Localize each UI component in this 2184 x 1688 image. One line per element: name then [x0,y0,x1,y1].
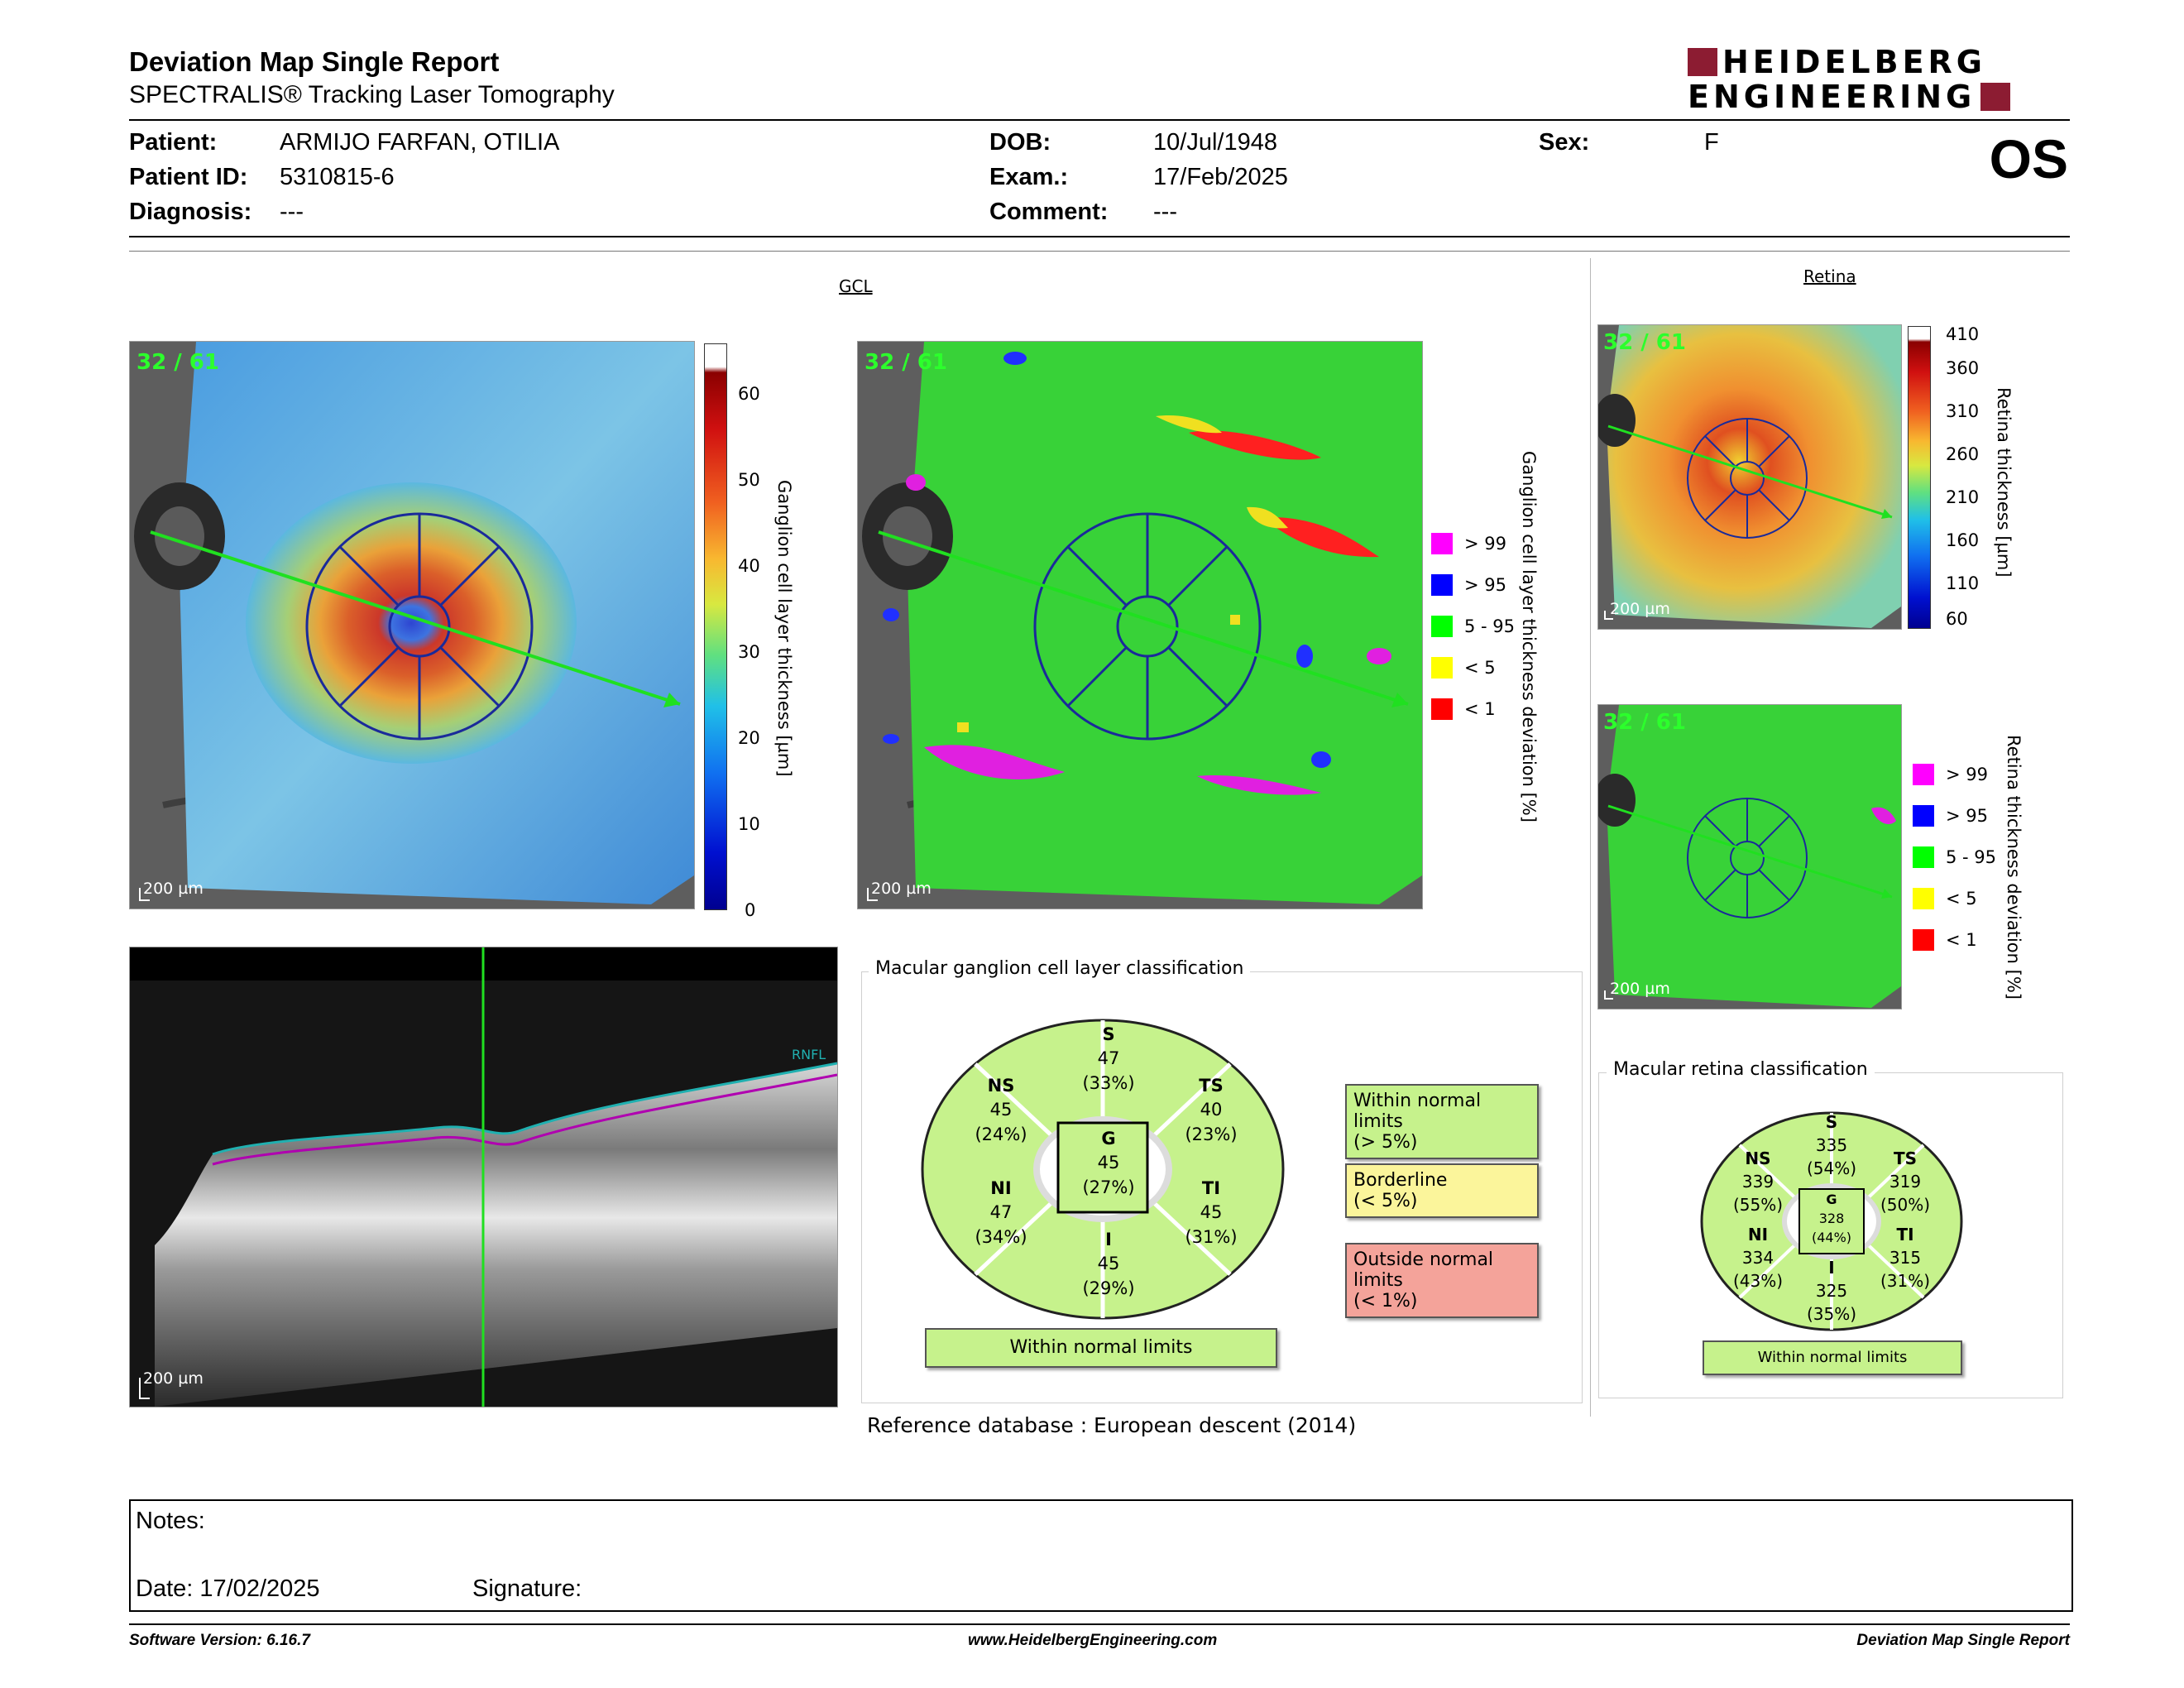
sector-value: 339 [1741,1172,1774,1192]
logo-square-icon [1688,48,1717,76]
key-threshold: (> 5%) [1353,1132,1418,1153]
bscan-scale-label: 200 µm [143,1369,204,1388]
retina-deviation-map-image [1598,705,1901,1009]
gcl-tick: 30 [738,642,760,662]
gcl-sector-I [1075,1228,1142,1301]
sector-name: TI [1201,1178,1221,1198]
gcl-thickness-ticks [738,384,771,920]
legend-row [1431,523,1515,564]
sector-pct: (44%) [1811,1230,1852,1246]
retina-tick: 160 [1946,530,1980,550]
retina-deviation-axis-label: Retina thickness deviation [%] [2004,735,2024,1000]
signature-label: Signature: [472,1575,582,1602]
patient-rule [129,236,2070,237]
sector-name: I [1105,1230,1112,1249]
retina-tick: 360 [1946,358,1980,378]
gcl-deviation-scale-label: 200 µm [871,880,932,898]
gcl-tick: 60 [738,384,760,404]
retina-image-counter: 32 / 61 [1603,330,1686,355]
oct-bscan [130,947,837,1407]
legend-swatch [1431,657,1453,679]
exam-value: 17/Feb/2025 [1153,164,1288,190]
sector-pct: (24%) [975,1124,1027,1144]
sector-value: 45 [989,1100,1013,1120]
legend-row [1913,795,1996,837]
sector-pct: (35%) [1807,1304,1857,1324]
gcl-deviation-legend [1431,523,1515,730]
gcl-color-bar [704,343,727,910]
sector-value: 319 [1889,1172,1922,1192]
oct-bscan-image [130,947,837,1407]
patient-id: 5310815-6 [280,164,395,190]
retina-result-box: Within normal limits [1703,1340,1962,1375]
sector-value: 45 [1097,1153,1120,1173]
sector-pct: (31%) [1185,1226,1238,1247]
retina-tick: 60 [1946,609,1968,629]
sector-value: 40 [1200,1100,1223,1120]
sector-pct: (29%) [1082,1278,1135,1298]
retina-thickness-axis-label: Retina thickness [µm] [1994,387,2014,578]
footer-rule [129,1623,2070,1625]
gcl-scale-label: 200 µm [143,880,204,898]
retina-scale-label: 200 µm [1610,600,1670,618]
sector-pct: (33%) [1082,1072,1135,1093]
legend-label: > 95 [1946,806,1988,826]
gcl-thickness-axis-label: Ganglion cell layer thickness [µm] [774,480,794,777]
sex-value: F [1704,129,1719,156]
gcl-deviation-image-counter: 32 / 61 [864,350,947,375]
legend-swatch [1431,533,1453,554]
gcl-sector-TS [1178,1074,1244,1147]
sector-name: TS [1199,1076,1224,1096]
eye-indicator: OS [1989,128,2068,189]
notes-label: Notes: [136,1508,205,1534]
retina-sector-TI [1876,1223,1934,1292]
thin-rule [129,251,2070,252]
sector-value: 325 [1815,1281,1848,1301]
gcl-deviation-map-image [858,342,1422,909]
legend-label: < 1 [1464,699,1496,719]
logo-line-2: ENGINEERING [1688,79,1976,115]
gcl-sector-G [1075,1127,1142,1200]
comment-value: --- [1153,199,1177,225]
retina-thickness-ticks [1946,324,1987,631]
retina-classification-title: Macular retina classification [1607,1059,1875,1080]
patient-name: ARMIJO FARFAN, OTILIA [280,129,560,156]
patient-label: Patient: [129,129,218,156]
retina-sector-NI [1729,1223,1787,1292]
gcl-deviation-map [858,342,1422,909]
retina-deviation-legend [1913,754,1996,961]
rnfl-layer-tag: RNFL [792,1047,826,1062]
legend-row [1913,878,1996,919]
gcl-thickness-map [130,342,694,909]
sector-value: 315 [1889,1248,1922,1268]
sector-name: G [1826,1192,1837,1207]
sector-name: NS [987,1076,1015,1096]
legend-swatch [1913,929,1934,951]
diagnosis-value: --- [280,199,304,225]
legend-label: > 99 [1464,534,1506,554]
logo-square-icon [1980,83,2010,111]
logo-line-1: HEIDELBERG [1722,44,1986,80]
dob-value: 10/Jul/1948 [1153,129,1277,156]
legend-label: > 95 [1464,575,1506,595]
legend-row [1431,606,1515,647]
retina-tick: 410 [1946,324,1980,344]
date-label: Date: 17/02/2025 [136,1575,320,1602]
legend-row [1431,647,1515,688]
gcl-tick: 20 [738,728,760,748]
retina-sector-I [1807,1256,1856,1326]
sector-value: 335 [1815,1135,1848,1155]
sector-name: S [1825,1112,1838,1132]
legend-row [1431,564,1515,606]
key-label: Within normal limits [1353,1091,1482,1132]
legend-swatch [1431,698,1453,720]
legend-label: < 1 [1946,930,1977,950]
sector-name: NI [1747,1225,1769,1244]
key-normal [1345,1084,1539,1159]
retina-deviation-image-counter: 32 / 61 [1603,710,1686,735]
legend-swatch [1913,846,1934,868]
sector-value: 47 [1097,1048,1120,1069]
legend-row [1431,688,1515,730]
report-title: Deviation Map Single Report [129,46,500,77]
sector-name: I [1828,1258,1835,1278]
sector-name: NS [1745,1149,1771,1168]
patient-id-label: Patient ID: [129,164,248,190]
legend-label: 5 - 95 [1946,847,1997,867]
sector-pct: (23%) [1185,1124,1238,1144]
retina-sector-S [1807,1110,1856,1180]
sector-name: S [1102,1024,1115,1044]
footer-report-name: Deviation Map Single Report [1856,1632,2070,1649]
key-label: Borderline [1353,1170,1448,1191]
legend-label: > 99 [1946,765,1988,784]
gcl-tick: 50 [738,470,760,490]
retina-tick: 310 [1946,401,1980,421]
legend-swatch [1431,574,1453,596]
sector-pct: (31%) [1880,1271,1931,1291]
retina-sector-TS [1876,1147,1934,1216]
sector-pct: (50%) [1880,1195,1931,1215]
software-version: Software Version: 6.16.7 [129,1632,310,1649]
retina-sector-G [1807,1190,1856,1248]
legend-swatch [1913,888,1934,909]
gcl-tick: 10 [738,814,760,834]
gcl-thickness-map-image [130,342,694,909]
sector-pct: (34%) [975,1226,1027,1247]
legend-label: 5 - 95 [1464,616,1516,636]
sex-label: Sex: [1539,129,1590,156]
key-threshold: (< 5%) [1353,1191,1418,1211]
column-divider [1590,258,1591,1417]
website-link[interactable]: www.HeidelbergEngineering.com [968,1632,1218,1649]
reference-database: Reference database : European descent (2014) [867,1413,1357,1437]
legend-swatch [1913,764,1934,785]
sector-value: 47 [989,1202,1013,1223]
retina-heading: Retina [1803,266,1856,286]
notes-box[interactable] [129,1499,2073,1612]
dob-label: DOB: [989,129,1051,156]
sector-pct: (27%) [1082,1177,1135,1197]
key-label: Outside normal limits [1353,1249,1494,1291]
sector-value: 328 [1818,1211,1845,1227]
gcl-classification-title: Macular ganglion cell layer classification [869,958,1250,979]
key-threshold: (< 1%) [1353,1291,1418,1312]
gcl-image-counter: 32 / 61 [136,350,219,375]
key-borderline [1345,1163,1539,1218]
sector-pct: (43%) [1732,1271,1784,1291]
legend-label: < 5 [1464,658,1496,678]
sector-pct: (54%) [1807,1158,1857,1178]
gcl-heading: GCL [839,276,873,296]
sector-value: 45 [1200,1202,1223,1223]
legend-swatch [1431,616,1453,637]
sector-name: TS [1893,1149,1918,1168]
retina-tick: 260 [1946,444,1980,464]
retina-deviation-map [1598,705,1901,1009]
header-rule [129,119,2070,121]
exam-label: Exam.: [989,164,1069,190]
gcl-result-box: Within normal limits [925,1328,1277,1368]
sector-value: 334 [1741,1248,1774,1268]
legend-row [1913,837,1996,878]
retina-deviation-scale-label: 200 µm [1610,980,1670,998]
retina-sector-NS [1729,1147,1787,1216]
gcl-sector-TI [1178,1177,1244,1249]
sector-name: TI [1896,1225,1914,1244]
gcl-sector-NI [968,1177,1034,1249]
sector-name: G [1101,1129,1116,1149]
report-subtitle: SPECTRALIS® Tracking Laser Tomography [129,81,615,108]
sector-value: 45 [1097,1254,1120,1274]
legend-row [1913,919,1996,961]
comment-label: Comment: [989,199,1109,225]
legend-swatch [1913,805,1934,827]
retina-tick: 110 [1946,573,1980,593]
heidelberg-logo [1688,46,2068,113]
retina-thickness-map-image [1598,325,1901,629]
retina-thickness-map [1598,325,1901,629]
sector-pct: (55%) [1732,1195,1784,1215]
retina-color-bar [1908,326,1931,629]
gcl-deviation-axis-label: Ganglion cell layer thickness deviation [%] [1519,451,1539,822]
legend-row [1913,754,1996,795]
sector-name: NI [990,1178,1012,1198]
gcl-tick: 40 [738,556,760,576]
gcl-sector-NS [968,1074,1034,1147]
legend-label: < 5 [1946,889,1977,909]
diagnosis-label: Diagnosis: [129,199,252,225]
gcl-tick: 0 [745,900,756,920]
key-outside [1345,1243,1539,1318]
gcl-sector-S [1075,1023,1142,1096]
retina-tick: 210 [1946,487,1980,507]
